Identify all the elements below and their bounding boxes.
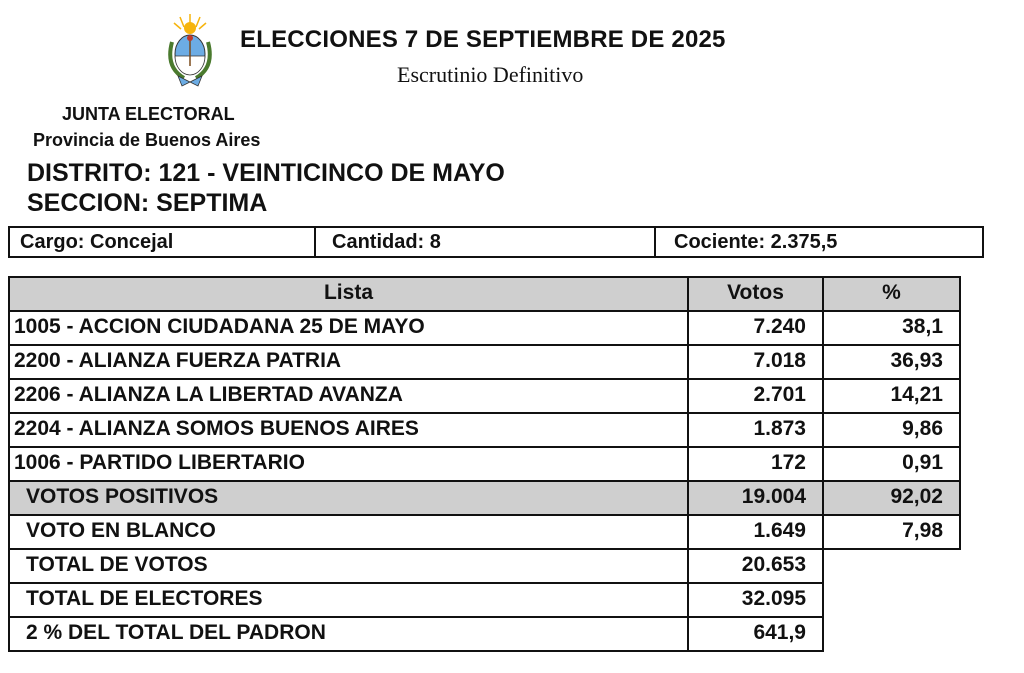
column-header-lista: Lista [8,276,689,312]
page-title: ELECCIONES 7 DE SEPTIEMBRE DE 2025 [240,26,726,53]
table-row-pct: 9,86 [822,412,961,448]
district-heading: DISTRITO: 121 - VEINTICINCO DE MAYO [27,159,505,187]
office-cociente: Cociente: 2.375,5 [674,231,838,253]
section-heading: SECCION: SEPTIMA [27,189,268,217]
organization-name: JUNTA ELECTORAL [62,104,235,124]
table-row-pct: 14,21 [822,378,961,414]
table-row-lista: 2204 - ALIANZA SOMOS BUENOS AIRES [8,412,689,448]
total-votes-label: TOTAL DE VOTOS [8,548,689,584]
positive-votes-value: 19.004 [687,480,824,516]
table-row-lista: 2200 - ALIANZA FUERZA PATRIA [8,344,689,380]
column-header-votos: Votos [687,276,824,312]
page-subtitle: Escrutinio Definitivo [397,62,584,87]
table-row-votos: 7.018 [687,344,824,380]
office-info-box [8,226,984,258]
blank-votes-label: VOTO EN BLANCO [8,514,689,550]
total-electors-value: 32.095 [687,582,824,618]
column-header-pct: % [822,276,961,312]
table-row-votos: 7.240 [687,310,824,346]
total-electors-label: TOTAL DE ELECTORES [8,582,689,618]
table-row-votos: 2.701 [687,378,824,414]
total-votes-value: 20.653 [687,548,824,584]
table-row-lista: 1006 - PARTIDO LIBERTARIO [8,446,689,482]
table-row-lista: 1005 - ACCION CIUDADANA 25 DE MAYO [8,310,689,346]
organization-province: Provincia de Buenos Aires [33,130,261,150]
argentina-coat-of-arms-icon [164,12,216,90]
office-cantidad: Cantidad: 8 [316,228,656,256]
positive-votes-pct: 92,02 [822,480,961,516]
table-row-pct: 36,93 [822,344,961,380]
office-cargo: Cargo: Concejal [10,228,316,256]
table-row-lista: 2206 - ALIANZA LA LIBERTAD AVANZA [8,378,689,414]
padron-two-percent-label: 2 % DEL TOTAL DEL PADRON [8,616,689,652]
blank-votes-pct: 7,98 [822,514,961,550]
table-row-pct: 38,1 [822,310,961,346]
table-row-votos: 172 [687,446,824,482]
table-row-pct: 0,91 [822,446,961,482]
blank-votes-value: 1.649 [687,514,824,550]
table-row-votos: 1.873 [687,412,824,448]
positive-votes-label: VOTOS POSITIVOS [8,480,689,516]
padron-two-percent-value: 641,9 [687,616,824,652]
